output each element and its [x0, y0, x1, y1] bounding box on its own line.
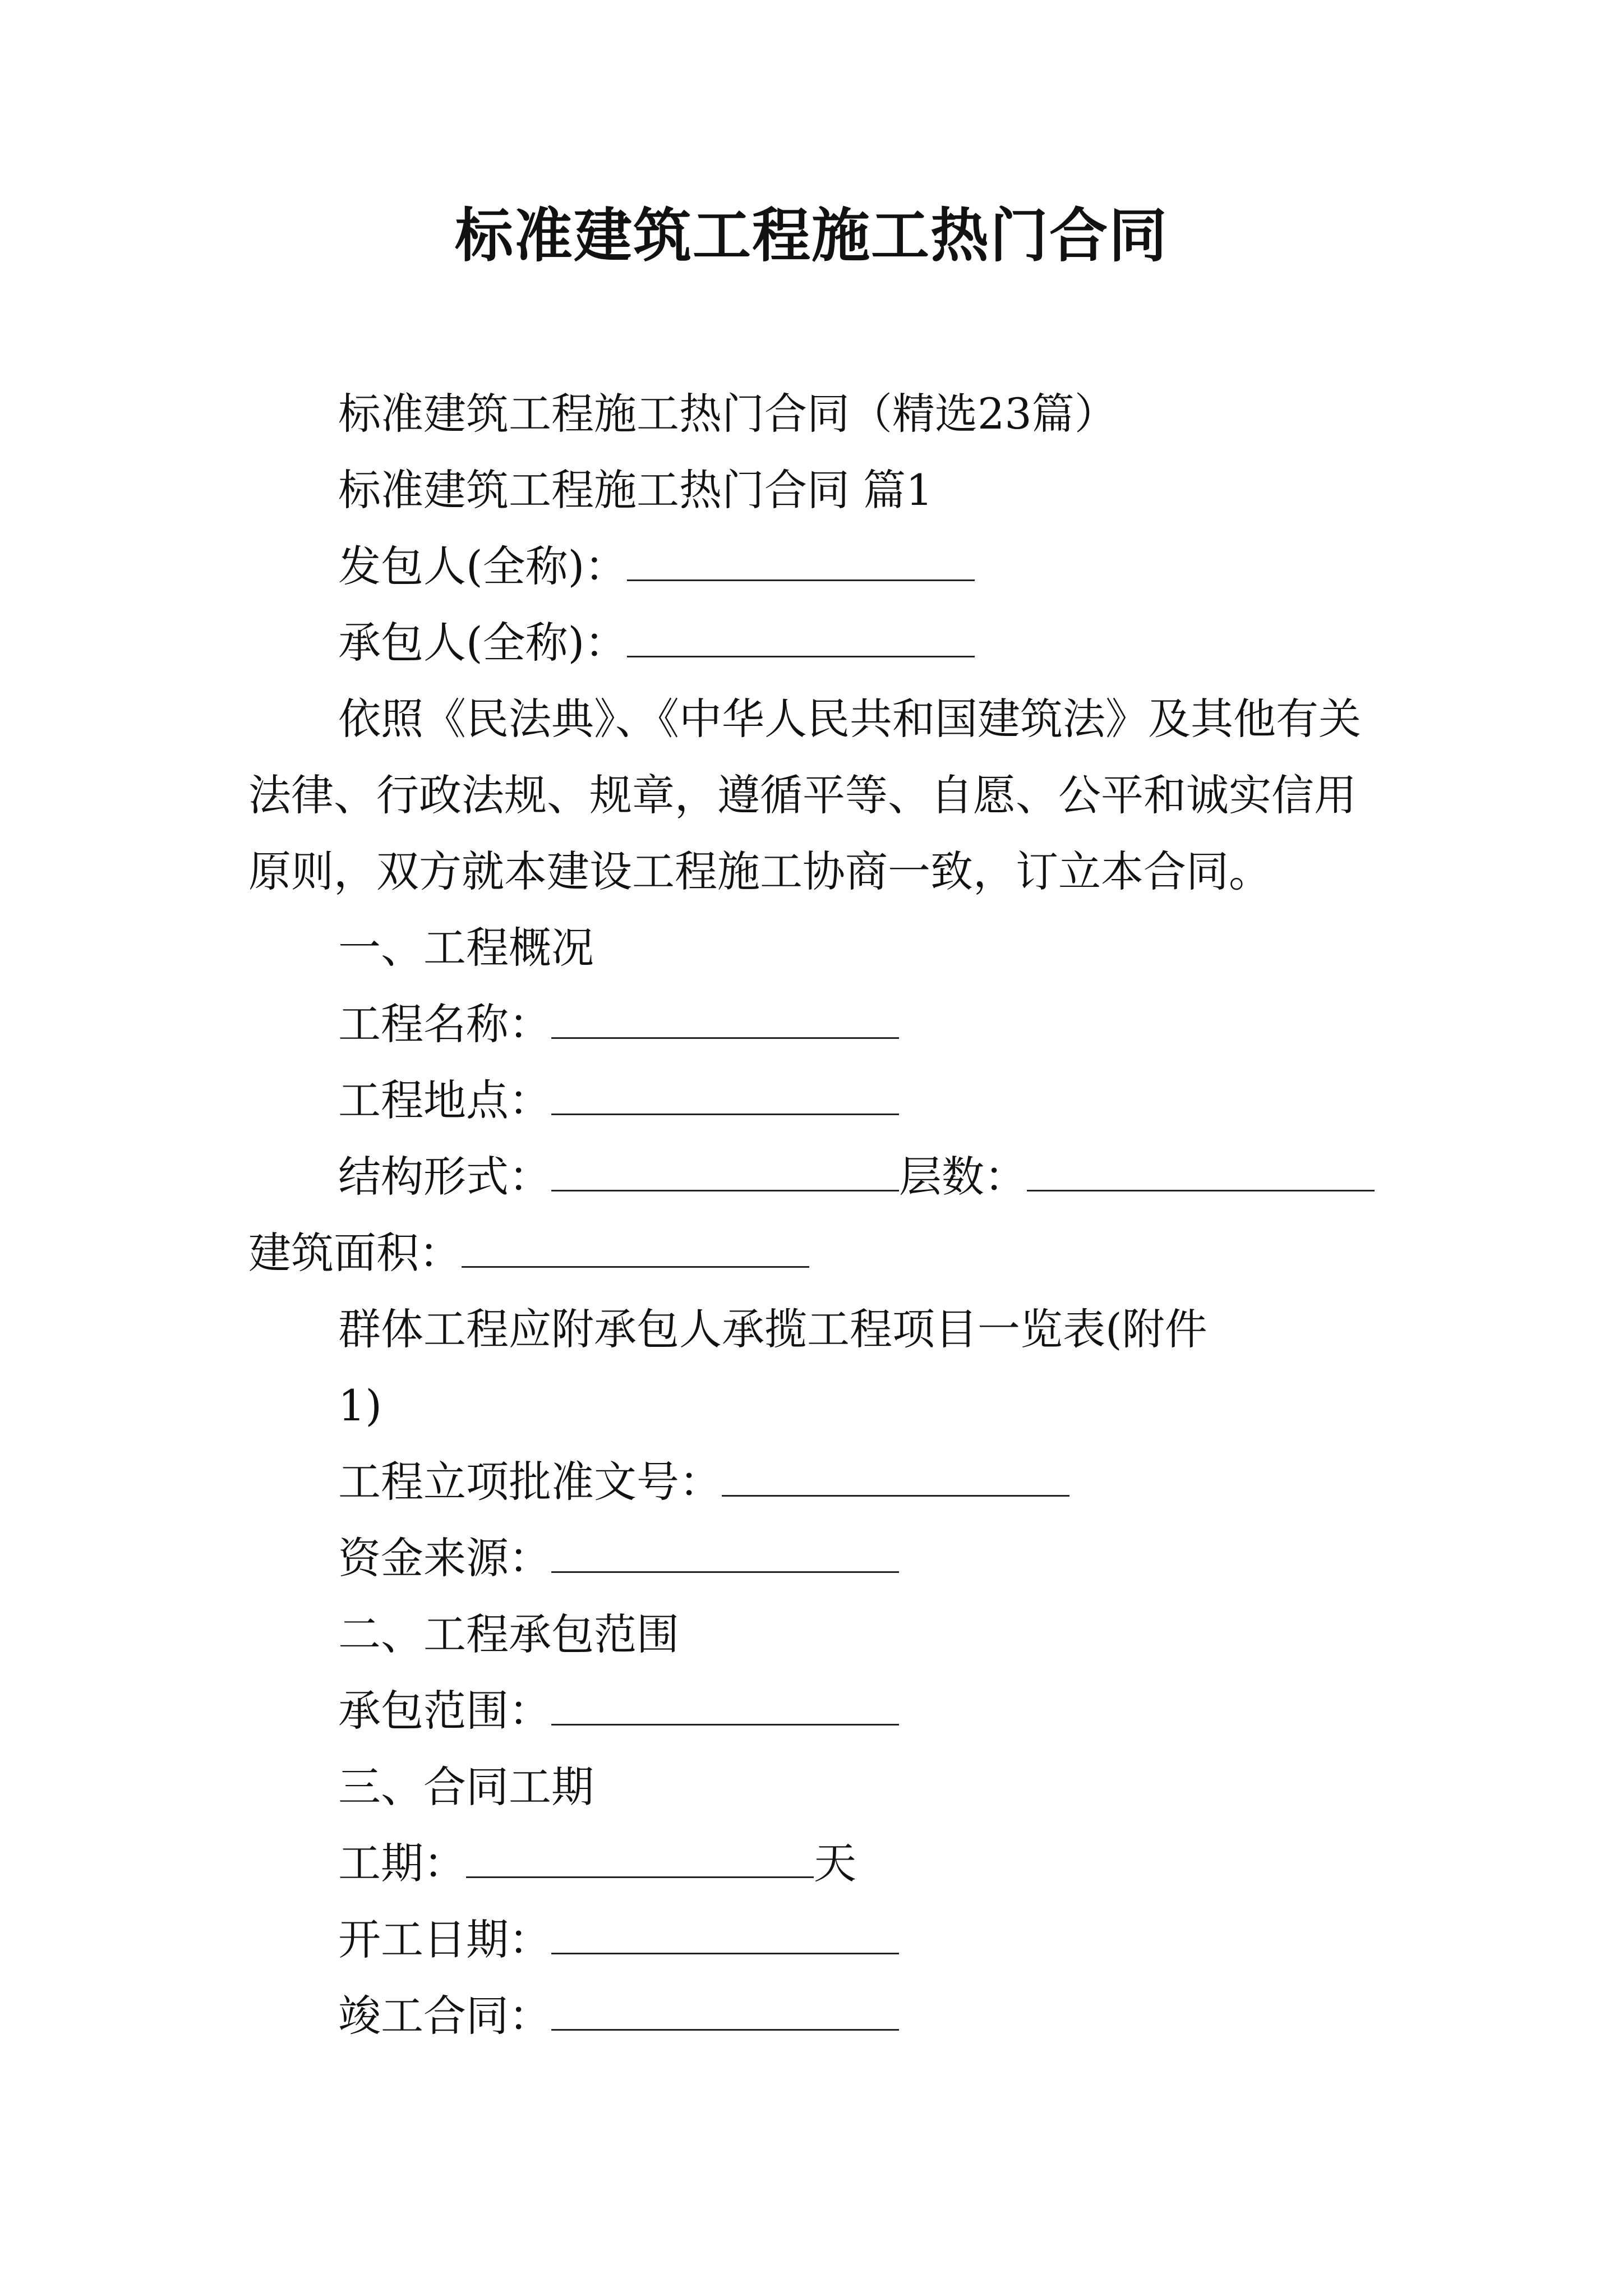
scope-label: 承包范围：	[338, 1686, 551, 1736]
funding-label: 资金来源：	[338, 1533, 551, 1583]
party-b-blank	[627, 616, 975, 657]
approval-no-blank	[722, 1456, 1069, 1497]
funding-line	[248, 1520, 1393, 1596]
approval-no-label: 工程立项批准文号：	[338, 1457, 722, 1507]
party-a-label: 发包人(全称)：	[338, 541, 628, 591]
party-b-line	[248, 605, 1393, 681]
section1-heading: 一、工程概况	[338, 923, 594, 973]
project-location-line	[248, 1062, 1393, 1139]
section-heading: 标准建筑工程施工热门合同 篇1	[338, 465, 933, 515]
party-a-blank	[627, 540, 975, 581]
document-title: 标准建筑工程施工热门合同	[454, 201, 1168, 270]
scope-blank	[551, 1685, 899, 1726]
document-body	[248, 376, 1393, 2054]
structure-blank	[551, 1151, 899, 1191]
area-line	[248, 1215, 1393, 1291]
party-b-label: 承包人(全称)：	[338, 618, 628, 668]
start-date-label: 开工日期：	[338, 1915, 551, 1964]
duration-blank	[466, 1837, 814, 1878]
party-a-line	[248, 528, 1393, 605]
start-date-line	[248, 1902, 1393, 1978]
structure-label: 结构形式：	[338, 1152, 551, 1202]
section3-heading: 三、合同工期	[338, 1762, 594, 1812]
project-location-blank	[551, 1074, 899, 1115]
scope-line	[248, 1673, 1393, 1749]
project-location-label: 工程地点：	[338, 1075, 551, 1125]
area-label: 建筑面积：	[248, 1228, 462, 1278]
floors-blank	[1027, 1151, 1375, 1191]
preamble-paragraph: 依照《民法典》、《中华人民共和国建筑法》及其他有关法律、行政法规、规章，遵循平等、自愿、公平和诚实信用原则，双方就本建设工程施工协商一致，订立本合同。	[248, 694, 1361, 896]
project-name-blank	[551, 998, 899, 1039]
subtitle: 标准建筑工程施工热门合同（精选23篇）	[338, 389, 1117, 439]
start-date-blank	[551, 1913, 899, 1954]
group-project-line-1: 群体工程应附承包人承揽工程项目一览表(附件	[338, 1304, 1207, 1354]
completion-blank	[551, 1990, 899, 2031]
floors-label: 层数：	[899, 1152, 1027, 1202]
group-project-line-2: 1)	[338, 1381, 382, 1430]
completion-label: 竣工合同：	[338, 1991, 551, 2041]
section2-heading: 二、工程承包范围	[338, 1609, 679, 1659]
duration-unit: 天	[814, 1838, 856, 1888]
funding-blank	[551, 1532, 899, 1573]
structure-line	[248, 1139, 1393, 1215]
completion-line	[248, 1978, 1393, 2054]
project-name-label: 工程名称：	[338, 999, 551, 1049]
duration-line	[248, 1825, 1393, 1902]
duration-label: 工期：	[338, 1838, 466, 1888]
project-name-line	[248, 986, 1393, 1062]
area-blank	[462, 1227, 809, 1268]
approval-no-line	[248, 1444, 1393, 1520]
